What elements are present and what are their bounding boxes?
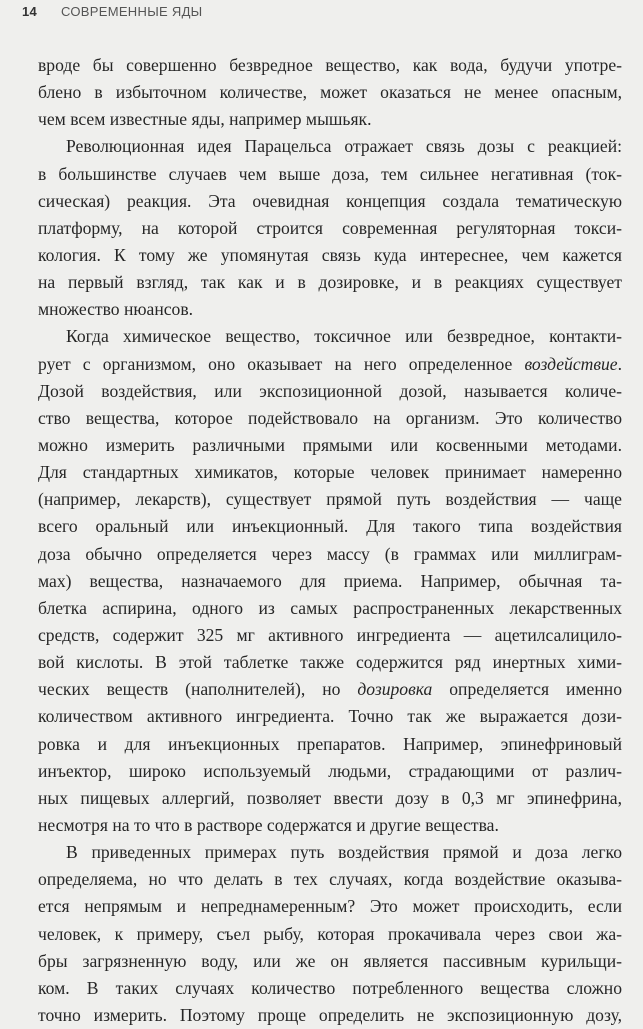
text-line: [38, 758, 622, 785]
text-segment: множество нюансов.: [38, 299, 194, 320]
text-line: [38, 1002, 622, 1029]
text-segment: (например, лекарств), существует прямой путь воздействия — чаще: [38, 489, 622, 510]
running-header: [22, 4, 202, 19]
text-line: [38, 866, 622, 893]
text-segment: точно измерить. Поэтому проще определить не экспозиционную дозу,: [38, 1004, 622, 1025]
text-segment: ком. В таких случаях количество потребленного вещества сложно: [38, 977, 622, 998]
italic-term: воздействие: [524, 353, 618, 374]
text-line: [38, 568, 622, 595]
text-segment: количеством активного ингредиента. Точно так же выражается дози-: [38, 706, 622, 727]
text-segment: сическая) реакция. Эта очевидная концепция создала тематическую: [38, 190, 622, 211]
text-segment: Революционная идея Парацельса отражает связь дозы с реакцией:: [66, 136, 622, 157]
text-segment: .: [617, 353, 622, 374]
text-line: [38, 703, 622, 730]
text-line: [38, 323, 622, 350]
text-line: [38, 79, 622, 106]
text-segment: Дозой воздействия, или экспозиционной дозой, называется количе-: [38, 380, 622, 401]
text-line: [38, 622, 622, 649]
text-line: [38, 269, 622, 296]
text-segment: средств, содержит 325 мг активного ингредиента — ацетилсалицило-: [38, 624, 622, 645]
text-line: [38, 296, 622, 323]
text-line: [38, 839, 622, 866]
text-segment: Для стандартных химикатов, которые человек принимает намеренно: [38, 462, 622, 483]
paragraph: [38, 52, 622, 133]
text-segment: можно измерить различными прямыми или косвенными методами.: [38, 434, 622, 455]
text-line: [38, 351, 622, 378]
text-segment: мах) вещества, назначаемого для приема. Например, обычная та-: [38, 570, 622, 591]
text-segment: кология. К тому же упомянутая связь куда интереснее, чем кажется: [38, 244, 622, 265]
text-line: [38, 486, 622, 513]
text-line: [38, 676, 622, 703]
body-text: [38, 52, 622, 1029]
paragraph: [38, 133, 622, 323]
text-segment: ется непрямым и непреднамеренным? Это может происходить, если: [38, 896, 622, 917]
text-segment: платформу, на которой строится современная регуляторная токси-: [38, 217, 622, 238]
text-segment: ных пищевых аллергий, позволяет ввести дозу в 0,3 мг эпинефрина,: [38, 787, 622, 808]
text-segment: определяема, но что делать в тех случаях, когда воздействие оказыва-: [38, 869, 622, 890]
text-line: [38, 161, 622, 188]
text-line: [38, 52, 622, 79]
text-line: [38, 948, 622, 975]
italic-term: дозировка: [357, 679, 433, 700]
text-segment: Когда химическое вещество, токсичное или безвредное, контакти-: [66, 326, 622, 347]
text-segment: ство вещества, которое подействовало на организм. Это количество: [38, 407, 622, 428]
text-segment: человек, к примеру, съел рыбу, которая прокачивала через свои жа-: [38, 923, 622, 944]
text-segment: доза обычно определяется через массу (в граммах или миллиграм-: [38, 543, 622, 564]
running-title: СОВРЕМЕННЫЕ ЯДЫ: [60, 4, 203, 19]
text-line: [38, 405, 622, 432]
text-line: [38, 378, 622, 405]
text-line: [38, 513, 622, 540]
text-line: [38, 921, 622, 948]
text-line: [38, 188, 622, 215]
text-line: [38, 215, 622, 242]
text-line: [38, 432, 622, 459]
text-line: [38, 975, 622, 1002]
text-line: [38, 242, 622, 269]
text-segment: вой кислоты. В этой таблетке также содержится ряд инертных хими-: [38, 652, 622, 673]
text-segment: ческих веществ (наполнителей), но: [38, 679, 358, 700]
text-segment: ровка и для инъекционных препаратов. Например, эпинефриновый: [38, 733, 622, 754]
text-segment: несмотря на то что в растворе содержатся и другие вещества.: [38, 814, 499, 835]
paragraph: [38, 323, 622, 839]
text-line: [38, 541, 622, 568]
text-line: [38, 133, 622, 160]
text-line: [38, 785, 622, 812]
text-line: [38, 459, 622, 486]
text-segment: В приведенных примерах путь воздействия прямой и доза легко: [66, 842, 622, 863]
paragraph: [38, 839, 622, 1029]
text-segment: блетка аспирина, одного из самых распространенных лекарственных: [38, 597, 622, 618]
text-line: [38, 731, 622, 758]
text-segment: рует с организмом, оно оказывает на него определенное: [38, 353, 525, 374]
text-segment: чем всем известные яды, например мышьяк.: [38, 109, 372, 130]
text-segment: в большинстве случаев чем выше доза, тем сильнее негативная (ток-: [38, 163, 622, 184]
text-segment: блено в избыточном количестве, может оказаться не менее опасным,: [38, 82, 622, 103]
text-segment: инъектор, широко используемый людьми, страдающими от различ-: [38, 760, 622, 781]
text-line: [38, 649, 622, 676]
text-line: [38, 893, 622, 920]
page-number: 14: [22, 4, 38, 19]
text-segment: на первый взгляд, так как и в дозировке, и в реакциях существует: [38, 272, 622, 293]
text-segment: бры загрязненную воду, или же он является пассивным курильщи-: [38, 950, 622, 971]
text-segment: всего оральный или инъекционный. Для такого типа воздействия: [38, 516, 622, 537]
text-line: [38, 595, 622, 622]
text-segment: вроде бы совершенно безвредное вещество, как вода, будучи употре-: [38, 55, 622, 75]
text-line: [38, 106, 622, 133]
text-line: [38, 812, 622, 839]
text-segment: определяется именно: [432, 679, 622, 700]
